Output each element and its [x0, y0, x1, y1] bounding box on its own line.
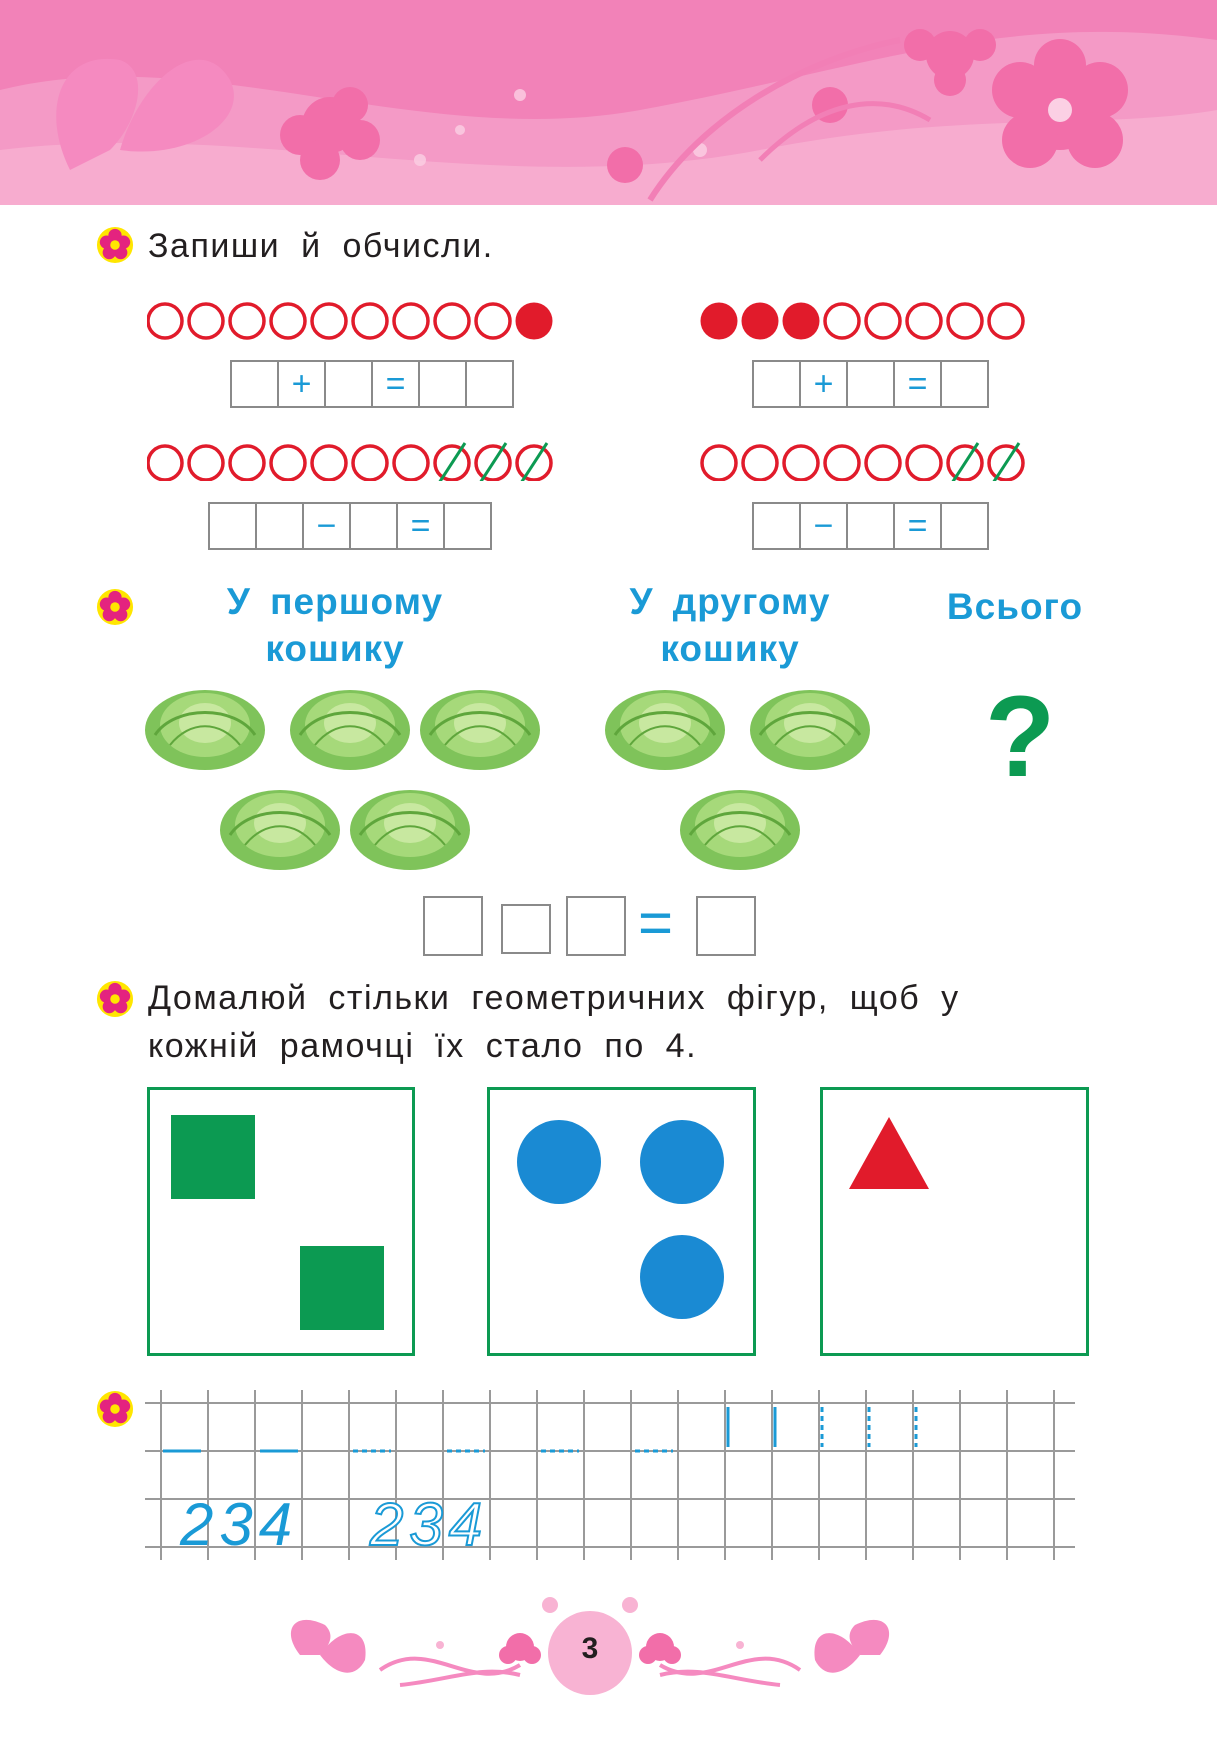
answer-cell[interactable] — [210, 504, 257, 548]
answer-cell[interactable] — [848, 504, 895, 548]
answer-cell[interactable] — [351, 504, 398, 548]
answer-cell[interactable] — [754, 362, 801, 406]
equation-row-4 — [752, 502, 989, 550]
minus-sign: − — [801, 504, 848, 548]
shape-frame-squares[interactable] — [147, 1087, 415, 1356]
answer-cell[interactable] — [257, 504, 304, 548]
second-basket-label: У другому кошику — [629, 581, 831, 669]
minus-sign: − — [304, 504, 351, 548]
first-basket-label: У першому кошику — [226, 581, 444, 669]
operator-box[interactable] — [501, 904, 551, 954]
header-decoration — [0, 0, 1217, 205]
red-triangle — [849, 1117, 929, 1189]
cabbages-first-basket — [145, 685, 545, 875]
circles-row-4 — [700, 441, 1040, 481]
shape-frame-circles[interactable] — [487, 1087, 756, 1356]
answer-box[interactable] — [696, 896, 756, 956]
blue-circle — [517, 1120, 601, 1204]
equation-row-2 — [752, 360, 989, 408]
blue-circle — [640, 1120, 724, 1204]
digits-solid: 234 — [180, 1491, 299, 1558]
cabbage-icon — [750, 690, 870, 770]
blue-circle — [640, 1235, 724, 1319]
plus-sign: + — [279, 362, 326, 406]
flower-bullet-icon — [96, 588, 134, 626]
equals-sign: = — [638, 889, 674, 956]
page-number: 3 — [581, 1632, 599, 1665]
answer-cell[interactable] — [326, 362, 373, 406]
cabbages-second-basket — [605, 685, 885, 875]
circles-row-2 — [700, 301, 1040, 341]
answer-box[interactable] — [423, 896, 483, 956]
equals-sign: = — [895, 362, 942, 406]
cabbage-icon — [680, 790, 800, 870]
flower-bullet-icon — [96, 1390, 134, 1428]
equals-sign: = — [398, 504, 445, 548]
flower-bullet-icon — [96, 226, 134, 264]
question-mark: ? — [985, 673, 1056, 801]
task3-instruction: Домалюй стільки геометричних фігур, щоб у кожній рамочці їх стало по 4. — [148, 979, 960, 1065]
answer-cell[interactable] — [445, 504, 492, 548]
task1-instruction: Запиши й обчисли. — [148, 227, 494, 265]
cabbage-icon — [605, 690, 725, 770]
answer-cell[interactable] — [942, 504, 989, 548]
cabbage-icon — [290, 690, 410, 770]
cabbage-icon — [145, 690, 265, 770]
digits-dotted: 234 — [370, 1491, 489, 1558]
equals-sign: = — [373, 362, 420, 406]
plus-sign: + — [801, 362, 848, 406]
answer-box[interactable] — [566, 896, 626, 956]
answer-cell[interactable] — [467, 362, 514, 406]
circles-row-3 — [147, 441, 557, 481]
cabbage-icon — [350, 790, 470, 870]
equation-row-1 — [230, 360, 514, 408]
flower-bullet-icon — [96, 980, 134, 1018]
total-label: Всього — [946, 586, 1084, 627]
answer-cell[interactable] — [232, 362, 279, 406]
cabbage-icon — [220, 790, 340, 870]
equation-row-3 — [208, 502, 492, 550]
circles-row-1 — [147, 301, 557, 341]
green-square — [171, 1115, 255, 1199]
answer-cell[interactable] — [848, 362, 895, 406]
shape-frame-triangles[interactable] — [820, 1087, 1089, 1356]
equals-sign: = — [895, 504, 942, 548]
answer-cell[interactable] — [420, 362, 467, 406]
answer-cell[interactable] — [754, 504, 801, 548]
green-square — [300, 1246, 384, 1330]
cabbage-icon — [420, 690, 540, 770]
answer-cell[interactable] — [942, 362, 989, 406]
